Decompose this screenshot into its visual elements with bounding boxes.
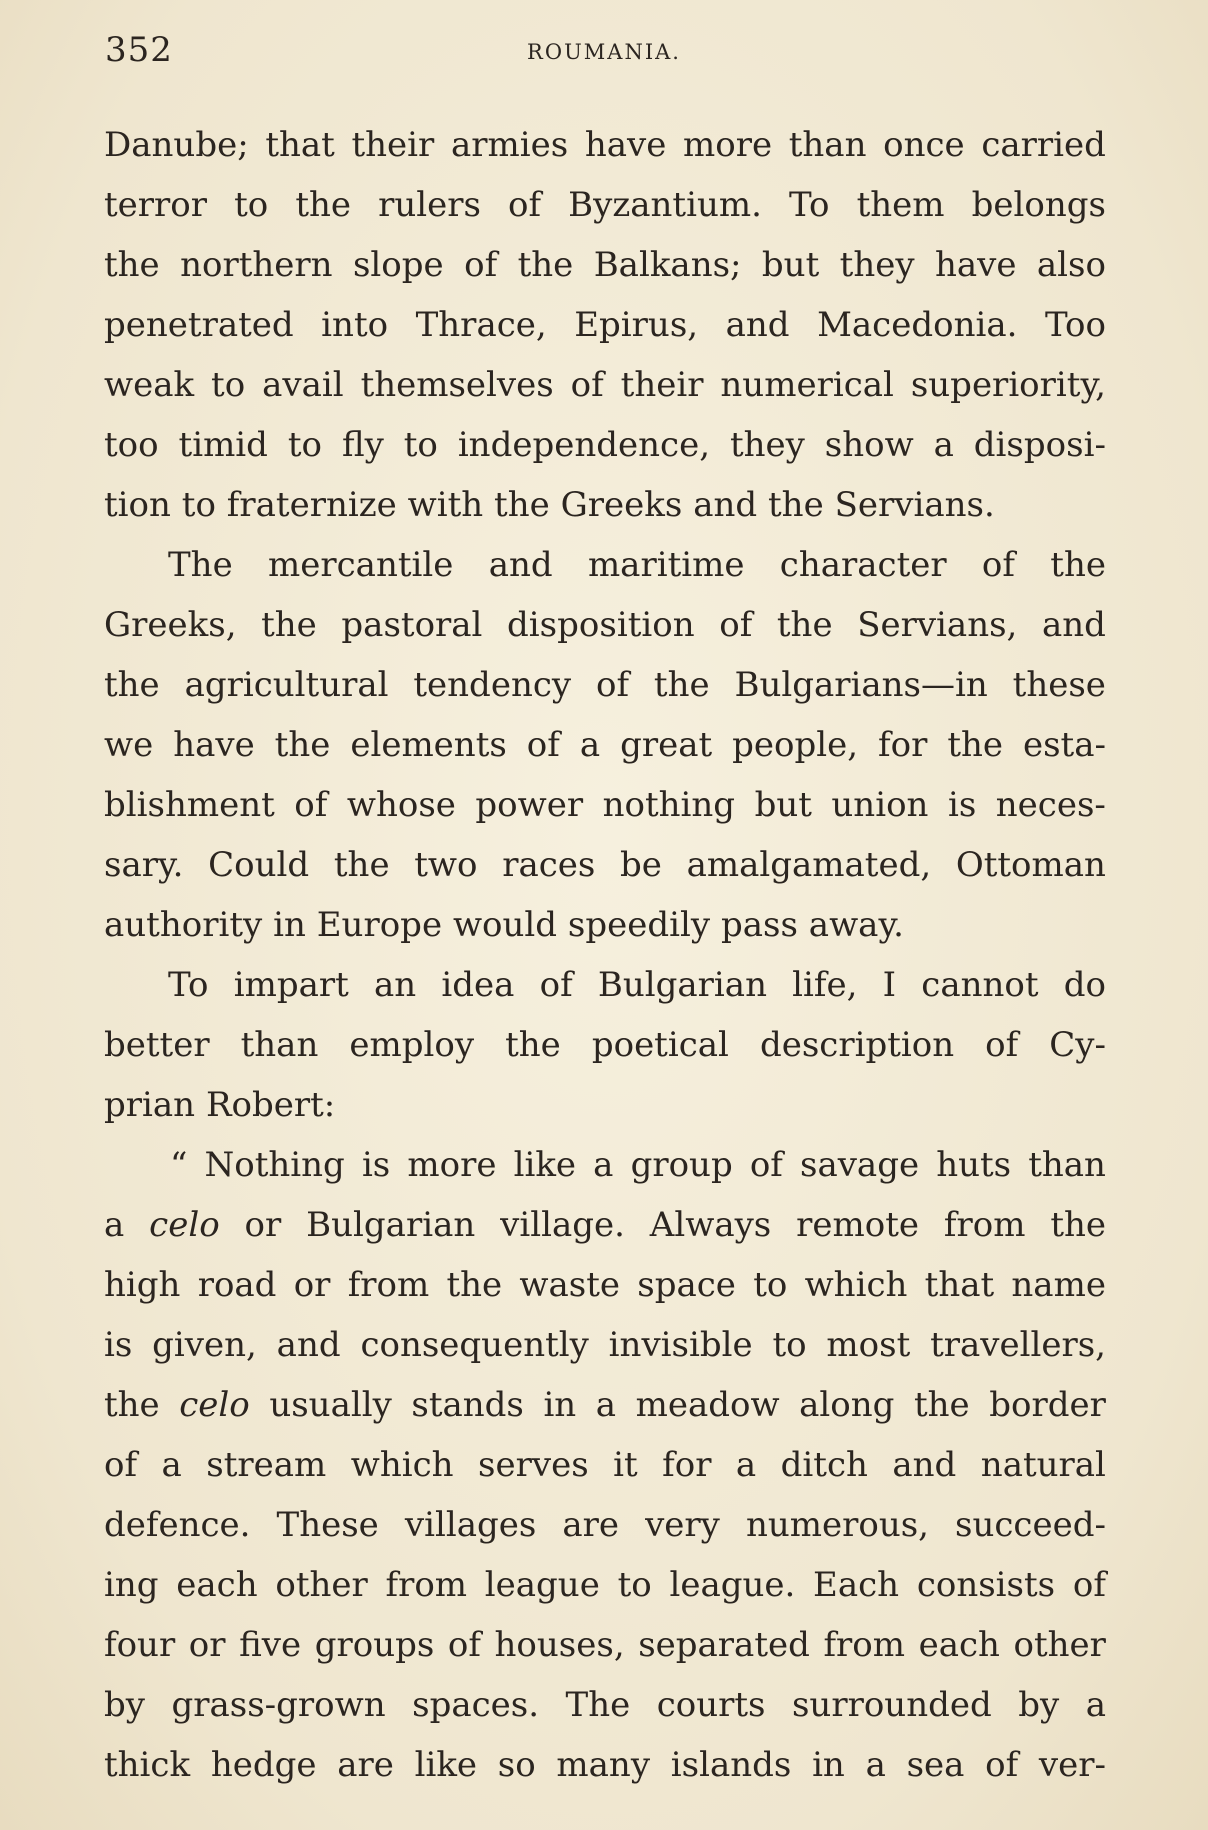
text-line: authority in Europe would speedily pass away. [104,905,904,945]
text-line: weak to avail themselves of their numerical superiority, [104,365,1106,405]
text-line: we have the elements of a great people, for the esta- [104,725,1106,765]
text-line: four or five groups of houses, separated from each other [104,1625,1106,1665]
text-line: sary. Could the two races be amalgamated, Ottoman [104,845,1106,885]
text-line: thick hedge are like so many islands in a sea of ver- [104,1745,1106,1785]
page-header [105,30,1103,80]
text-line: the agricultural tendency of the Bulgarians—in these [104,665,1106,705]
text-line: ing each other from league to league. Each consists of [104,1565,1106,1605]
body-text [104,115,1106,1795]
text-line: tion to fraternize with the Greeks and the Servians. [104,485,995,525]
text-line: a celo or Bulgarian village. Always remote from the [104,1205,1106,1245]
text-line: The mercantile and maritime character of the [168,545,1106,585]
text-line: blishment of whose power nothing but union is neces- [104,785,1106,825]
text-line: too timid to fly to independence, they show a disposi- [104,425,1106,465]
text-line: terror to the rulers of Byzantium. To them belongs [104,185,1106,225]
text-line: the celo usually stands in a meadow along the border [104,1385,1106,1425]
text-line: better than employ the poetical description of Cy- [104,1025,1106,1065]
text-line: by grass-grown spaces. The courts surrounded by a [104,1685,1106,1725]
text-line: To impart an idea of Bulgarian life, I cannot do [168,965,1106,1005]
text-line: “ Nothing is more like a group of savage huts than [170,1145,1106,1185]
text-line: Greeks, the pastoral disposition of the Servians, and [104,605,1106,645]
text-line: defence. These villages are very numerous, succeed- [104,1505,1106,1545]
text-line: the northern slope of the Balkans; but they have also [104,245,1106,285]
text-line: of a stream which serves it for a ditch and natural [104,1445,1106,1485]
text-line: is given, and consequently invisible to most travellers, [104,1325,1106,1365]
running-head: ROUMANIA. [527,40,681,64]
text-line: Danube; that their armies have more than once carried [104,125,1106,165]
page-number: 352 [105,30,173,70]
text-line: prian Robert: [104,1085,336,1125]
text-line: high road or from the waste space to which that name [104,1265,1106,1305]
text-line: penetrated into Thrace, Epirus, and Macedonia. Too [104,305,1106,345]
